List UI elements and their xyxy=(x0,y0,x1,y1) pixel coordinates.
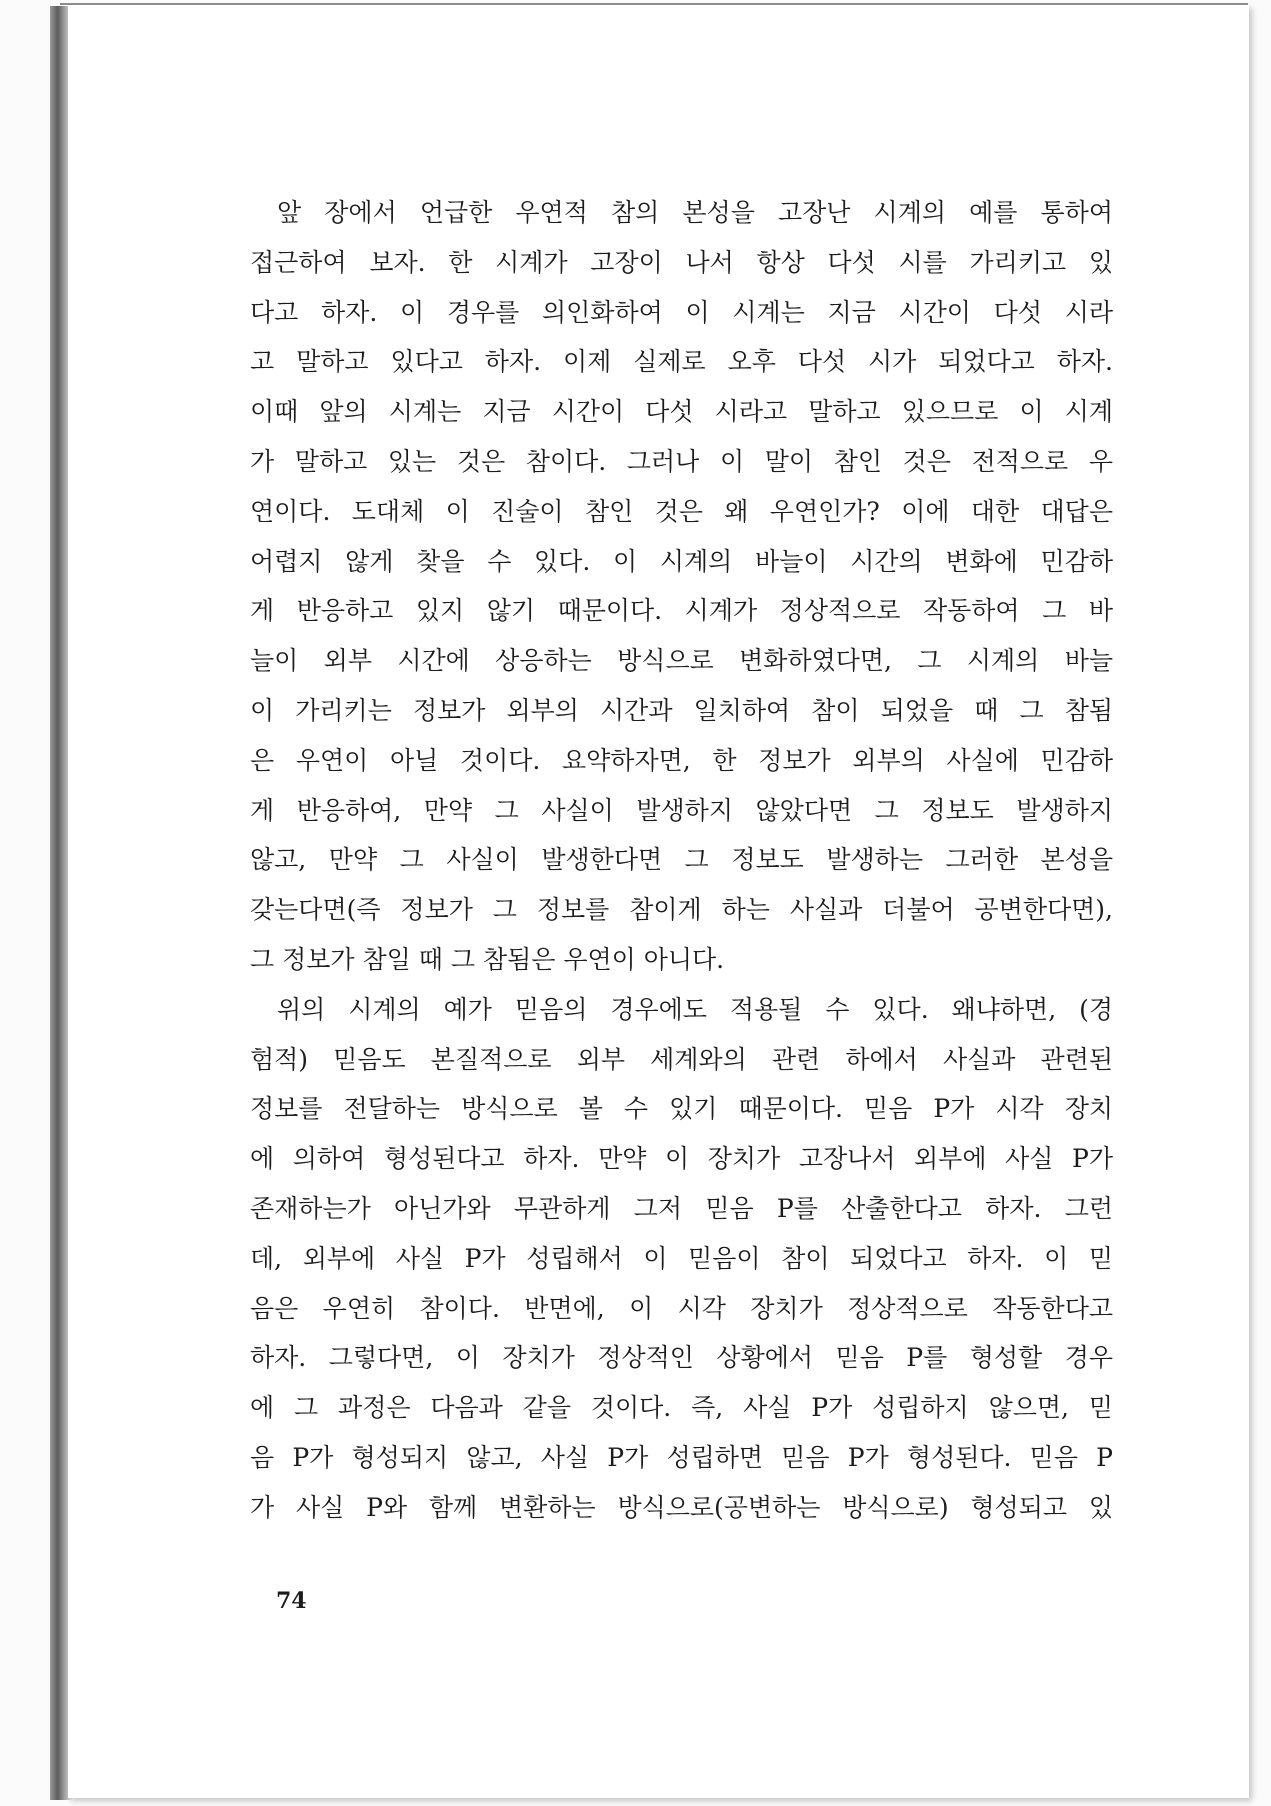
text-line: 정보를 전달하는 방식으로 볼 수 있기 때문이다. 믿음 P가 시각 장치 xyxy=(250,1094,1113,1124)
text-line: 그 정보가 참일 때 그 참됨은 우연이 아니다. xyxy=(250,944,725,974)
text-line: 가 사실 P와 함께 변환하는 방식으로(공변하는 방식으로) 형성되고 있 xyxy=(250,1492,1113,1522)
text-line: 존재하는가 아닌가와 무관하게 그저 믿음 P를 산출한다고 하자. 그런 xyxy=(250,1193,1113,1223)
text-line: 험적) 믿음도 본질적으로 외부 세계와의 관련 하에서 사실과 관련된 xyxy=(250,1044,1113,1074)
text-line: 접근하여 보자. 한 시계가 고장이 나서 항상 다섯 시를 가리키고 있 xyxy=(250,247,1113,277)
text-line: 은 우연이 아닐 것이다. 요약하자면, 한 정보가 외부의 사실에 민감하 xyxy=(250,745,1113,775)
text-line: 데, 외부에 사실 P가 성립해서 이 믿음이 참이 되었다고 하자. 이 믿 xyxy=(250,1243,1113,1273)
page-top-edge xyxy=(60,3,1248,5)
text-line: 늘이 외부 시간에 상응하는 방식으로 변화하였다면, 그 시계의 바늘 xyxy=(250,646,1113,676)
text-line: 가 말하고 있는 것은 참이다. 그러나 이 말이 참인 것은 전적으로 우 xyxy=(250,446,1113,476)
text-line: 게 반응하여, 만약 그 사실이 발생하지 않았다면 그 정보도 발생하지 xyxy=(250,795,1113,825)
text-line: 음은 우연히 참이다. 반면에, 이 시각 장치가 정상적으로 작동한다고 xyxy=(250,1293,1113,1323)
text-line: 에 의하여 형성된다고 하자. 만약 이 장치가 고장나서 외부에 사실 P가 xyxy=(250,1144,1113,1174)
paragraph xyxy=(250,188,1113,985)
page-number: 74 xyxy=(276,1588,307,1614)
text-line: 이때 앞의 시계는 지금 시간이 다섯 시라고 말하고 있으므로 이 시계 xyxy=(250,397,1113,427)
text-line: 않고, 만약 그 사실이 발생한다면 그 정보도 발생하는 그러한 본성을 xyxy=(250,845,1113,875)
text-line: 게 반응하고 있지 않기 때문이다. 시계가 정상적으로 작동하여 그 바 xyxy=(250,596,1113,626)
text-line: 다고 하자. 이 경우를 의인화하여 이 시계는 지금 시간이 다섯 시라 xyxy=(250,297,1113,327)
text-line: 위의 시계의 예가 믿음의 경우에도 적용될 수 있다. 왜냐하면, (경 xyxy=(277,994,1113,1024)
text-line: 음 P가 형성되지 않고, 사실 P가 성립하면 믿음 P가 형성된다. 믿음 P xyxy=(250,1442,1113,1472)
text-line: 앞 장에서 언급한 우연적 참의 본성을 고장난 시계의 예를 통하여 xyxy=(277,198,1113,227)
text-line: 에 그 과정은 다음과 같을 것이다. 즉, 사실 P가 성립하지 않으면, 믿 xyxy=(250,1393,1113,1423)
paragraph xyxy=(250,985,1113,1533)
text-line: 연이다. 도대체 이 진술이 참인 것은 왜 우연인가? 이에 대한 대답은 xyxy=(250,496,1113,526)
text-line: 이 가리키는 정보가 외부의 시간과 일치하여 참이 되었을 때 그 참됨 xyxy=(250,695,1113,725)
text-line: 하자. 그렇다면, 이 장치가 정상적인 상황에서 믿음 P를 형성할 경우 xyxy=(250,1343,1113,1373)
text-line: 갖는다면(즉 정보가 그 정보를 참이게 하는 사실과 더불어 공변한다면), xyxy=(250,895,1113,925)
text-line: 어렵지 않게 찾을 수 있다. 이 시계의 바늘이 시간의 변화에 민감하 xyxy=(250,546,1113,576)
body-text xyxy=(250,188,1113,1533)
text-line: 고 말하고 있다고 하자. 이제 실제로 오후 다섯 시가 되었다고 하자. xyxy=(250,347,1113,377)
